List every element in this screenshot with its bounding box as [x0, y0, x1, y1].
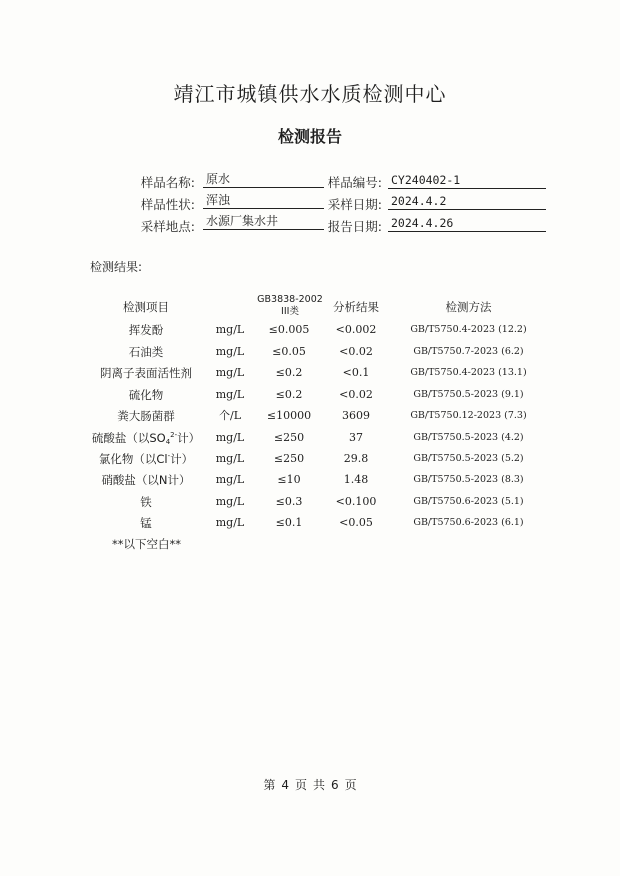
organization-name: 靖江市城镇供水水质检测中心 — [173, 82, 447, 106]
row-unit: mg/L — [215, 388, 245, 401]
row-item-superscript: - — [167, 452, 171, 460]
page-total: 6 — [331, 778, 339, 792]
row-result: 37 — [349, 431, 363, 444]
sample-number-value: CY240402-1 — [388, 172, 546, 189]
row-method: GB/T5750.5-2023 (5.2) — [413, 453, 524, 464]
row-method: GB/T5750.12-2023 (7.3) — [410, 410, 527, 421]
row-limit: ≤250 — [273, 452, 305, 465]
row-limit: ≤0.2 — [275, 388, 303, 401]
row-method: GB/T5750.5-2023 (4.2) — [413, 432, 524, 443]
row-item: 硫化物 — [128, 388, 164, 402]
row-limit: ≤0.1 — [275, 516, 303, 529]
row-result: 1.48 — [343, 473, 369, 486]
report-title: 检测报告 — [277, 127, 342, 146]
row-item: 粪大肠菌群 — [117, 409, 175, 423]
end-of-content-note: **以下空白** — [112, 537, 181, 551]
row-item-subscript: 4 — [165, 438, 171, 446]
row-item-text-end: 计） — [170, 452, 194, 466]
sampling-date-label: 采样日期: — [327, 197, 382, 212]
table-row — [0, 430, 620, 451]
row-item-superscript: 2- — [170, 431, 178, 439]
row-unit: mg/L — [215, 495, 245, 508]
table-row — [0, 472, 620, 493]
row-item: 阴离子表面活性剂 — [100, 366, 192, 380]
row-item-text: 氯化物（以Cl — [98, 452, 168, 466]
page-prefix: 第 — [263, 778, 276, 792]
table-row — [0, 408, 620, 429]
table-row — [0, 494, 620, 515]
sampling-date-value: 2024.4.2 — [388, 193, 546, 210]
column-header-method: 检测方法 — [445, 300, 492, 314]
row-unit: mg/L — [215, 452, 245, 465]
row-result: 29.8 — [343, 452, 369, 465]
report-date-value: 2024.4.26 — [388, 215, 546, 232]
row-item: 锰 — [140, 516, 152, 530]
row-limit: ≤10 — [277, 473, 301, 486]
page-number — [0, 776, 620, 793]
row-limit: ≤0.05 — [272, 345, 306, 358]
table-row — [0, 365, 620, 386]
report-date-label: 报告日期: — [327, 219, 382, 234]
row-method: GB/T5750.6-2023 (6.1) — [413, 517, 524, 528]
row-unit: mg/L — [215, 431, 245, 444]
table-row — [0, 515, 620, 536]
row-result: <0.100 — [335, 495, 377, 508]
row-item-text-end: 计） — [177, 431, 201, 445]
page-suffix: 页 — [344, 778, 357, 792]
column-header-result: 分析结果 — [333, 300, 379, 314]
page-mid1: 页 — [294, 778, 307, 792]
row-method: GB/T5750.4-2023 (13.1) — [410, 367, 527, 378]
row-item: 挥发酚 — [128, 323, 164, 337]
row-limit: ≤250 — [273, 431, 305, 444]
row-item — [90, 451, 202, 467]
column-header-standard-line1: GB3838-2002 — [257, 294, 323, 305]
row-method: GB/T5750.7-2023 (6.2) — [413, 346, 524, 357]
row-unit: mg/L — [215, 323, 245, 336]
results-section-label: 检测结果: — [90, 260, 143, 274]
column-header-standard-line2: III类 — [281, 306, 299, 317]
row-unit: mg/L — [215, 345, 245, 358]
sample-property-label: 样品性状: — [140, 197, 195, 212]
row-item: 硝酸盐（以N计） — [101, 473, 191, 487]
table-row — [0, 387, 620, 408]
sample-name-label: 样品名称: — [140, 175, 195, 190]
table-row — [0, 451, 620, 472]
table-row — [0, 322, 620, 343]
row-method: GB/T5750.5-2023 (9.1) — [413, 389, 524, 400]
row-item: 铁 — [140, 495, 152, 509]
sample-number-label: 样品编号: — [327, 175, 382, 190]
row-unit: 个/L — [218, 409, 241, 422]
row-result: 3609 — [342, 409, 370, 422]
row-unit: mg/L — [215, 366, 245, 379]
row-result: <0.02 — [339, 345, 373, 358]
sample-property-value: 浑浊 — [203, 192, 324, 209]
sampling-location-label: 采样地点: — [140, 219, 195, 234]
row-limit: ≤0.2 — [275, 366, 303, 379]
row-item-text: 硫酸盐（以SO — [91, 431, 166, 445]
row-item: 石油类 — [128, 345, 164, 359]
row-result: <0.1 — [342, 366, 370, 379]
table-row — [0, 344, 620, 365]
row-method: GB/T5750.4-2023 (12.2) — [410, 324, 527, 335]
page-mid2: 共 — [313, 778, 326, 792]
row-item — [90, 430, 202, 446]
page-current: 4 — [281, 778, 289, 792]
column-header-item: 检测项目 — [123, 300, 169, 314]
row-limit: ≤0.005 — [268, 323, 310, 336]
row-limit: ≤0.3 — [275, 495, 303, 508]
row-method: GB/T5750.6-2023 (5.1) — [413, 496, 524, 507]
row-method: GB/T5750.5-2023 (8.3) — [413, 474, 524, 485]
row-result: <0.05 — [339, 516, 373, 529]
sampling-location-value: 水源厂集水井 — [203, 213, 324, 230]
column-header-standard — [252, 294, 328, 318]
sample-name-value: 原水 — [203, 171, 324, 188]
row-limit: ≤10000 — [266, 409, 312, 422]
row-unit: mg/L — [215, 516, 245, 529]
row-result: <0.002 — [335, 323, 377, 336]
row-unit: mg/L — [215, 473, 245, 486]
row-result: <0.02 — [339, 388, 373, 401]
